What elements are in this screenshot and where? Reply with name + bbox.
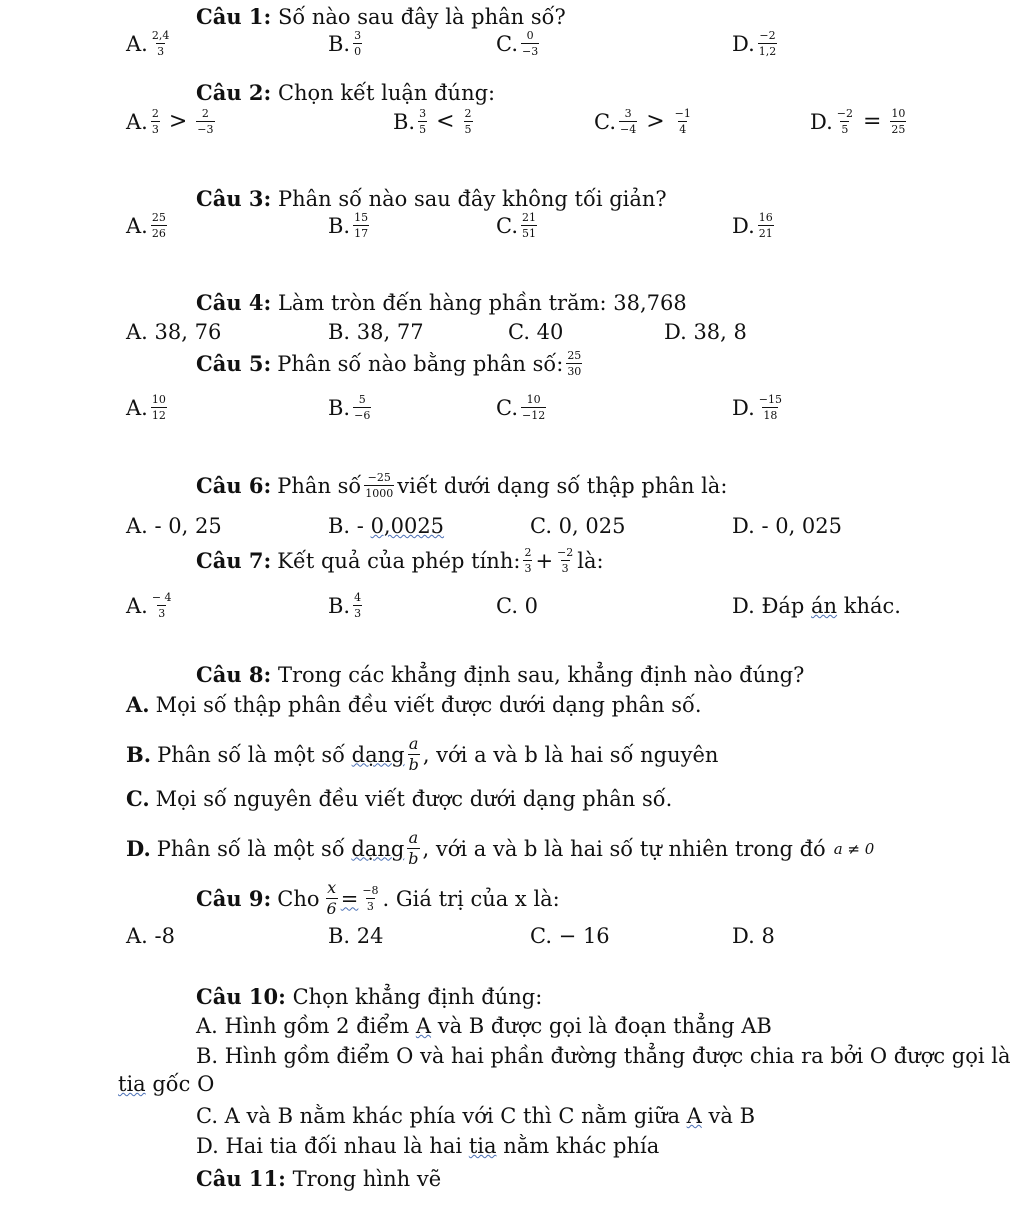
q4-option-b[interactable]: B. 38, 77 <box>328 320 424 344</box>
q1-option-a[interactable]: A. $\frac{2,4}{3}$ <box>126 29 170 58</box>
q6-option-b[interactable]: B. - 0,0025 <box>328 514 445 538</box>
q7-title: Câu 7: Kết quả của phép tính: $\frac{2}{3}$ + $\frac{-2}{3}$ là: <box>196 546 604 575</box>
q10-option-b-cont: tia gốc O <box>118 1072 215 1096</box>
q9-option-a[interactable]: A. -8 <box>126 924 175 948</box>
q8-option-d[interactable]: D. Phân số là một số dạng $\frac{a}{b}$ , với a và b là hai số tự nhiên trong đó a ≠ 0 <box>126 828 875 868</box>
q5-title: Câu 5: Phân số nào bằng phân số: $\frac{25}{30}$ <box>196 349 582 378</box>
q2-option-b[interactable]: B. $\frac{3}{5}$ < $\frac{2}{5}$ <box>393 107 472 136</box>
q6-title: Câu 6: Phân số $\frac{-25}{1000}$ viết dưới dạng số thập phân là: <box>196 471 728 500</box>
q5-option-b[interactable]: B. $\frac{5}{-6}$ <box>328 393 371 422</box>
q1-option-b[interactable]: B. $\frac{3}{0}$ <box>328 29 362 58</box>
q8-option-a[interactable]: A. Mọi số thập phân đều viết được dưới dạng phân số. <box>126 692 702 717</box>
q2-option-a[interactable]: A. $\frac{2}{3}$ > $\frac{2}{-3}$ <box>126 107 214 136</box>
q4-title: Câu 4: Làm tròn đến hàng phần trăm: 38,768 <box>196 290 687 315</box>
q3-option-c[interactable]: C. $\frac{21}{51}$ <box>496 211 536 240</box>
q10-option-c[interactable]: C. A và B nằm khác phía với C thì C nằm giữa A và B <box>196 1104 755 1128</box>
q2-title: Câu 2: Chọn kết luận đúng: <box>196 80 496 105</box>
q6-option-a[interactable]: A. - 0, 25 <box>126 514 222 538</box>
q4-option-a[interactable]: A. 38, 76 <box>126 320 222 344</box>
q3-option-d[interactable]: D. $\frac{16}{21}$ <box>732 211 773 240</box>
q6-option-d[interactable]: D. - 0, 025 <box>732 514 843 538</box>
q2-option-d[interactable]: D. $\frac{-2}{5}$ = $\frac{10}{25}$ <box>810 107 906 136</box>
q5-option-d[interactable]: D. $\frac{-15}{18}$ <box>732 393 782 422</box>
q3-title: Câu 3: Phân số nào sau đây không tối giản? <box>196 186 667 211</box>
q7-option-a[interactable]: A. $\frac{- 4}{3}$ <box>126 591 172 620</box>
q9-option-b[interactable]: B. 24 <box>328 924 384 948</box>
q3-option-a[interactable]: A. $\frac{25}{26}$ <box>126 211 166 240</box>
q5-option-c[interactable]: C. $\frac{10}{-12}$ <box>496 393 546 422</box>
q8-title: Câu 8: Trong các khẳng định sau, khẳng định nào đúng? <box>196 662 805 687</box>
q1-title: Câu 1: Số nào sau đây là phân số? <box>196 4 566 29</box>
q10-option-a[interactable]: A. Hình gồm 2 điểm A và B được gọi là đoạn thẳng AB <box>196 1014 772 1038</box>
q7-option-b[interactable]: B. $\frac{4}{3}$ <box>328 591 362 620</box>
q9-option-c[interactable]: C. − 16 <box>530 924 610 948</box>
q11-title: Câu 11: Trong hình vẽ <box>196 1166 442 1191</box>
q4-option-d[interactable]: D. 38, 8 <box>664 320 747 344</box>
q3-option-b[interactable]: B. $\frac{15}{17}$ <box>328 211 369 240</box>
q8-option-b[interactable]: B. Phân số là một số dạng $\frac{a}{b}$ , với a và b là hai số nguyên <box>126 734 719 774</box>
q9-title: Câu 9: Cho $\frac{x}{6}$ = $\frac{-8}{3}$ . Giá trị của x là: <box>196 878 560 918</box>
q2-option-c[interactable]: C. $\frac{3}{-4}$ > $\frac{-1}{4}$ <box>594 107 691 136</box>
q7-option-c[interactable]: C. 0 <box>496 594 539 618</box>
q5-option-a[interactable]: A. $\frac{10}{12}$ <box>126 393 166 422</box>
q8-option-c[interactable]: C. Mọi số nguyên đều viết được dưới dạng phân số. <box>126 786 673 811</box>
q10-title: Câu 10: Chọn khẳng định đúng: <box>196 984 543 1009</box>
q1-option-c[interactable]: C. $\frac{0}{-3}$ <box>496 29 539 58</box>
q7-option-d[interactable]: D. Đáp án khác. <box>732 594 901 618</box>
q10-option-b[interactable]: B. Hình gồm điểm O và hai phần đường thẳng được chia ra bởi O được gọi là <box>196 1044 1011 1068</box>
q1-option-d[interactable]: D. $\frac{-2}{1,2}$ <box>732 29 777 58</box>
q6-option-c[interactable]: C. 0, 025 <box>530 514 626 538</box>
q10-option-d[interactable]: D. Hai tia đối nhau là hai tia nằm khác phía <box>196 1134 660 1158</box>
q4-option-c[interactable]: C. 40 <box>508 320 564 344</box>
q9-option-d[interactable]: D. 8 <box>732 924 775 948</box>
